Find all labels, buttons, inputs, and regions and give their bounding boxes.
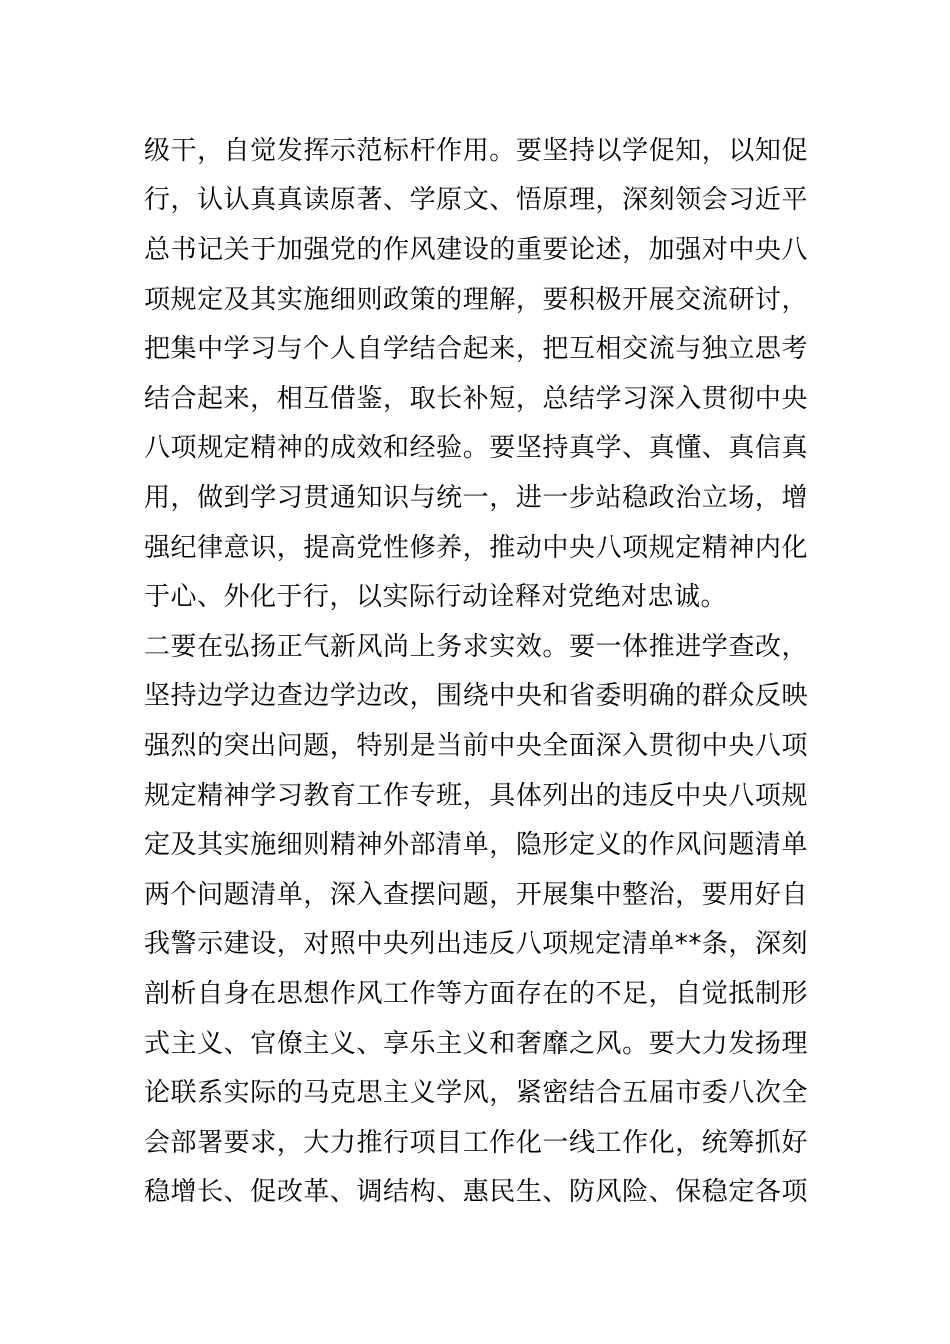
text-line: 会部署要求，大力推行项目工作化一线工作化，统筹抓好: [144, 1128, 808, 1158]
section-heading-line: 二要在弘扬正气新风尚上务求实效。要一体推进学查改，: [144, 632, 808, 662]
text-line: 定及其实施细则精神外部清单，隐形定义的作风问题清单: [144, 830, 808, 860]
text-line: 行，认认真真读原著、学原文、悟原理，深刻领会习近平: [144, 185, 808, 215]
text-line: 总书记关于加强党的作风建设的重要论述，加强对中央八: [144, 235, 808, 265]
text-line: 稳增长、促改革、调结构、惠民生、防风险、保稳定各项: [144, 1177, 808, 1207]
text-line: 强纪律意识，提高党性修养，推动中央八项规定精神内化: [144, 533, 808, 563]
text-line: 把集中学习与个人自学结合起来，把互相交流与独立思考: [144, 334, 808, 364]
text-line: 级干，自觉发挥示范标杆作用。要坚持以学促知，以知促: [144, 136, 808, 166]
text-line: 我警示建设，对照中央列出违反八项规定清单**条，深刻: [144, 929, 808, 959]
text-line: 结合起来，相互借鉴，取长补短，总结学习深入贯彻中央: [144, 384, 808, 414]
text-line: 八项规定精神的成效和经验。要坚持真学、真懂、真信真: [144, 433, 808, 463]
text-line: 于心、外化于行，以实际行动诠释对党绝对忠诚。: [144, 582, 728, 612]
text-line: 用，做到学习贯通知识与统一，进一步站稳政治立场，增: [144, 483, 808, 513]
text-line: 坚持边学边查边学边改，围绕中央和省委明确的群众反映: [144, 681, 808, 711]
text-line: 项规定及其实施细则政策的理解，要积极开展交流研讨，: [144, 285, 808, 315]
text-line: 强烈的突出问题，特别是当前中央全面深入贯彻中央八项: [144, 731, 808, 761]
text-line: 论联系实际的马克思主义学风，紧密结合五届市委八次全: [144, 1078, 808, 1108]
text-line: 式主义、官僚主义、享乐主义和奢靡之风。要大力发扬理: [144, 1029, 808, 1059]
text-line: 剖析自身在思想作风工作等方面存在的不足，自觉抵制形: [144, 979, 808, 1009]
text-line: 规定精神学习教育工作专班，具体列出的违反中央八项规: [144, 781, 808, 811]
text-line: 两个问题清单，深入查摆问题，开展集中整治，要用好自: [144, 880, 808, 910]
